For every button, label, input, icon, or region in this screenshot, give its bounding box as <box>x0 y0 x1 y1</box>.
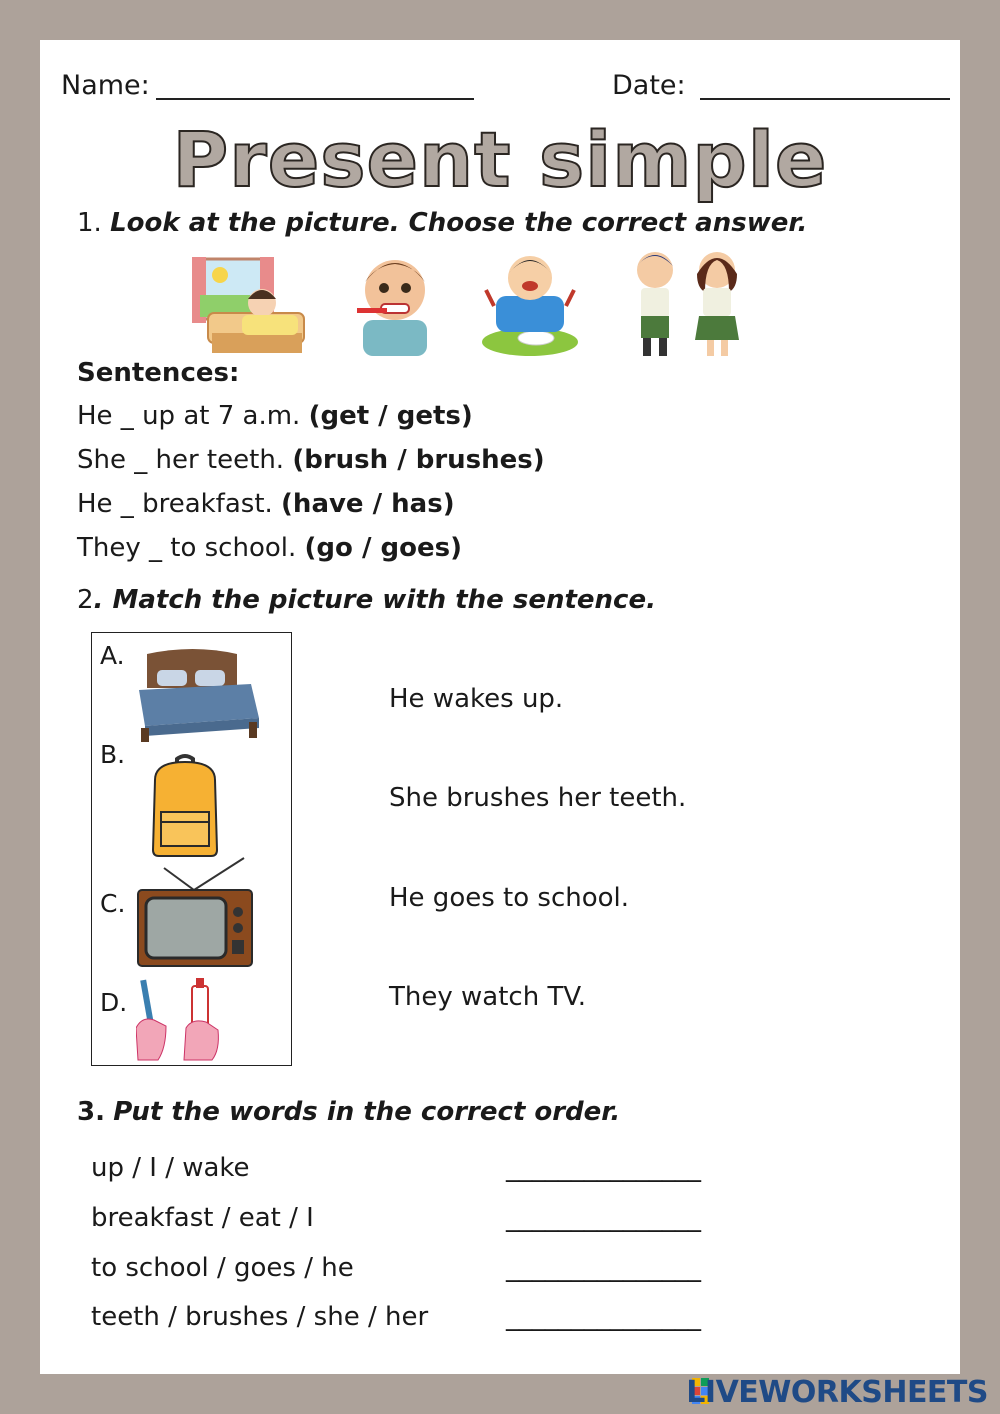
sentence-3: He _ breakfast. (have / has) <box>77 489 455 519</box>
section2-number: 2 <box>77 585 94 615</box>
sentences-heading: Sentences: <box>77 358 240 388</box>
order-item-3-blank[interactable]: _______________ <box>506 1253 701 1283</box>
letter-a: A. <box>100 641 125 670</box>
match-sentence-1[interactable]: He wakes up. <box>389 684 564 714</box>
sentence-2-options[interactable]: (brush / brushes) <box>292 445 545 475</box>
section1-heading <box>77 208 807 238</box>
section1-instruction: Look at the picture. Choose the correct answer. <box>110 208 808 238</box>
order-item-4-blank[interactable]: _______________ <box>506 1302 701 1332</box>
letter-b: B. <box>100 740 126 769</box>
section1-number: 1. <box>77 208 102 238</box>
sentence-4: They _ to school. (go / goes) <box>77 533 462 563</box>
order-item-1-words: up / I / wake <box>91 1153 250 1183</box>
section2-heading <box>77 585 656 615</box>
name-label: Name: <box>61 70 150 101</box>
section3-heading <box>77 1097 620 1127</box>
going-to-school-picture <box>625 248 753 360</box>
eating-breakfast-picture <box>480 250 580 358</box>
order-item-2-words: breakfast / eat / I <box>91 1203 314 1233</box>
television-picture[interactable] <box>136 856 254 970</box>
waking-up-in-bed-picture <box>190 255 310 360</box>
watermark-text: LIVEWORKSHEETS <box>686 1375 988 1410</box>
letter-c: C. <box>100 889 126 918</box>
order-item-3-words: to school / goes / he <box>91 1253 354 1283</box>
date-field[interactable] <box>700 98 950 100</box>
name-field[interactable] <box>156 98 474 100</box>
match-sentence-2[interactable]: She brushes her teeth. <box>389 783 687 813</box>
sentence-4-options[interactable]: (go / goes) <box>304 533 462 563</box>
sentence-2: She _ her teeth. (brush / brushes) <box>77 445 545 475</box>
order-item-2-blank[interactable]: _______________ <box>506 1203 701 1233</box>
bed-picture[interactable] <box>133 648 263 742</box>
order-item-1-blank[interactable]: _______________ <box>506 1153 701 1183</box>
worksheet-page <box>40 40 960 1374</box>
letter-d: D. <box>100 988 128 1017</box>
section3-number: 3. <box>77 1097 105 1127</box>
match-sentence-3[interactable]: He goes to school. <box>389 883 630 913</box>
page-title: Present simple <box>172 115 828 204</box>
date-label: Date: <box>612 70 686 101</box>
toothbrush-toothpaste-picture[interactable] <box>136 978 222 1062</box>
section2-instruction: . Match the picture with the sentence. <box>93 585 656 615</box>
section3-instruction: Put the words in the correct order. <box>113 1097 621 1127</box>
backpack-picture[interactable] <box>145 752 225 858</box>
match-sentence-4[interactable]: They watch TV. <box>389 982 587 1012</box>
brushing-teeth-picture <box>355 248 435 356</box>
sentence-3-options[interactable]: (have / has) <box>281 489 455 519</box>
sentence-1-options[interactable]: (get / gets) <box>308 401 473 431</box>
order-item-4-words: teeth / brushes / she / her <box>91 1302 429 1332</box>
sentence-1: He _ up at 7 a.m. (get / gets) <box>77 401 473 431</box>
